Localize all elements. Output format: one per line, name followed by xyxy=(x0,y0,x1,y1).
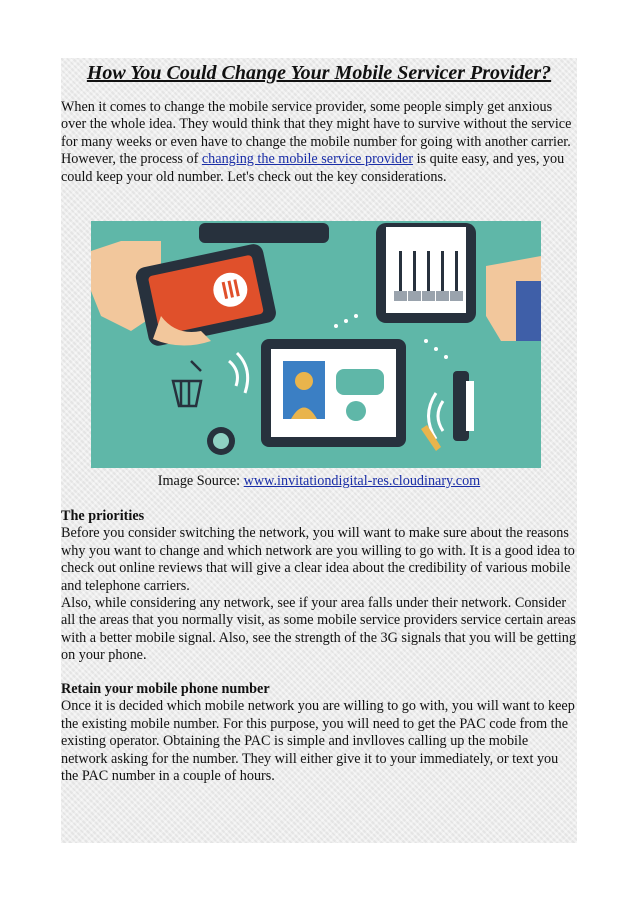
hero-illustration xyxy=(91,221,541,468)
priorities-paragraph-1: Before you consider switching the network, you will want to make sure about the reasons why you want to change and which network are you willing to go with. It is a good idea to check out online reviews that will give a clear idea about the credibility of various mobile and telephone carriers. xyxy=(61,525,575,594)
retain-number-heading: Retain your mobile phone number xyxy=(61,681,270,697)
priorities-heading: The priorities xyxy=(61,508,145,524)
intro-text-2: is quite easy, and yes, you could keep your old number. Let's check out the key considerations. xyxy=(61,151,565,185)
image-caption xyxy=(61,473,577,490)
chat-bubble xyxy=(336,369,384,395)
caption-prefix: Image Source: xyxy=(157,473,244,489)
article-title: How You Could Change Your Mobile Servicer Provider? xyxy=(86,62,552,84)
top-tablet-edge xyxy=(199,223,329,243)
priorities-paragraph-2: Also, while considering any network, see if your area falls under their network. Consider all the areas that you normally visit, as some mobile service providers service certain areas with a better mobile signal. Also, see the strength of the 3G signals that you will be getting on your phone. xyxy=(61,595,576,664)
intro-paragraph xyxy=(61,99,577,186)
equalizer-knobs xyxy=(394,291,463,301)
priorities-section xyxy=(61,508,577,665)
right-sleeve xyxy=(516,281,541,341)
intro-text-1: When it comes to change the mobile service provider, some people simply get anxious over the whole idea. They would think that they might have to survive without the service for many weeks or even have to change the mobile number for going with another carrier. However, the process of xyxy=(61,99,572,168)
image-source-link[interactable]: www.invitationdigital-res.cloudinary.com xyxy=(243,473,481,489)
retain-number-paragraph: Once it is decided which mobile network you are willing to go with, you will want to keep the existing mobile number. For this purpose, you will need to get the PAC code from the existing operator. Obtaining the PAC is simple and invlloves calling up the mobile network asking for the number. They will either give it to your immediately, or text you the PAC number in a couple of hours. xyxy=(61,698,575,785)
retain-number-section xyxy=(61,681,577,785)
changing-provider-link[interactable]: changing the mobile service provider xyxy=(201,151,414,168)
